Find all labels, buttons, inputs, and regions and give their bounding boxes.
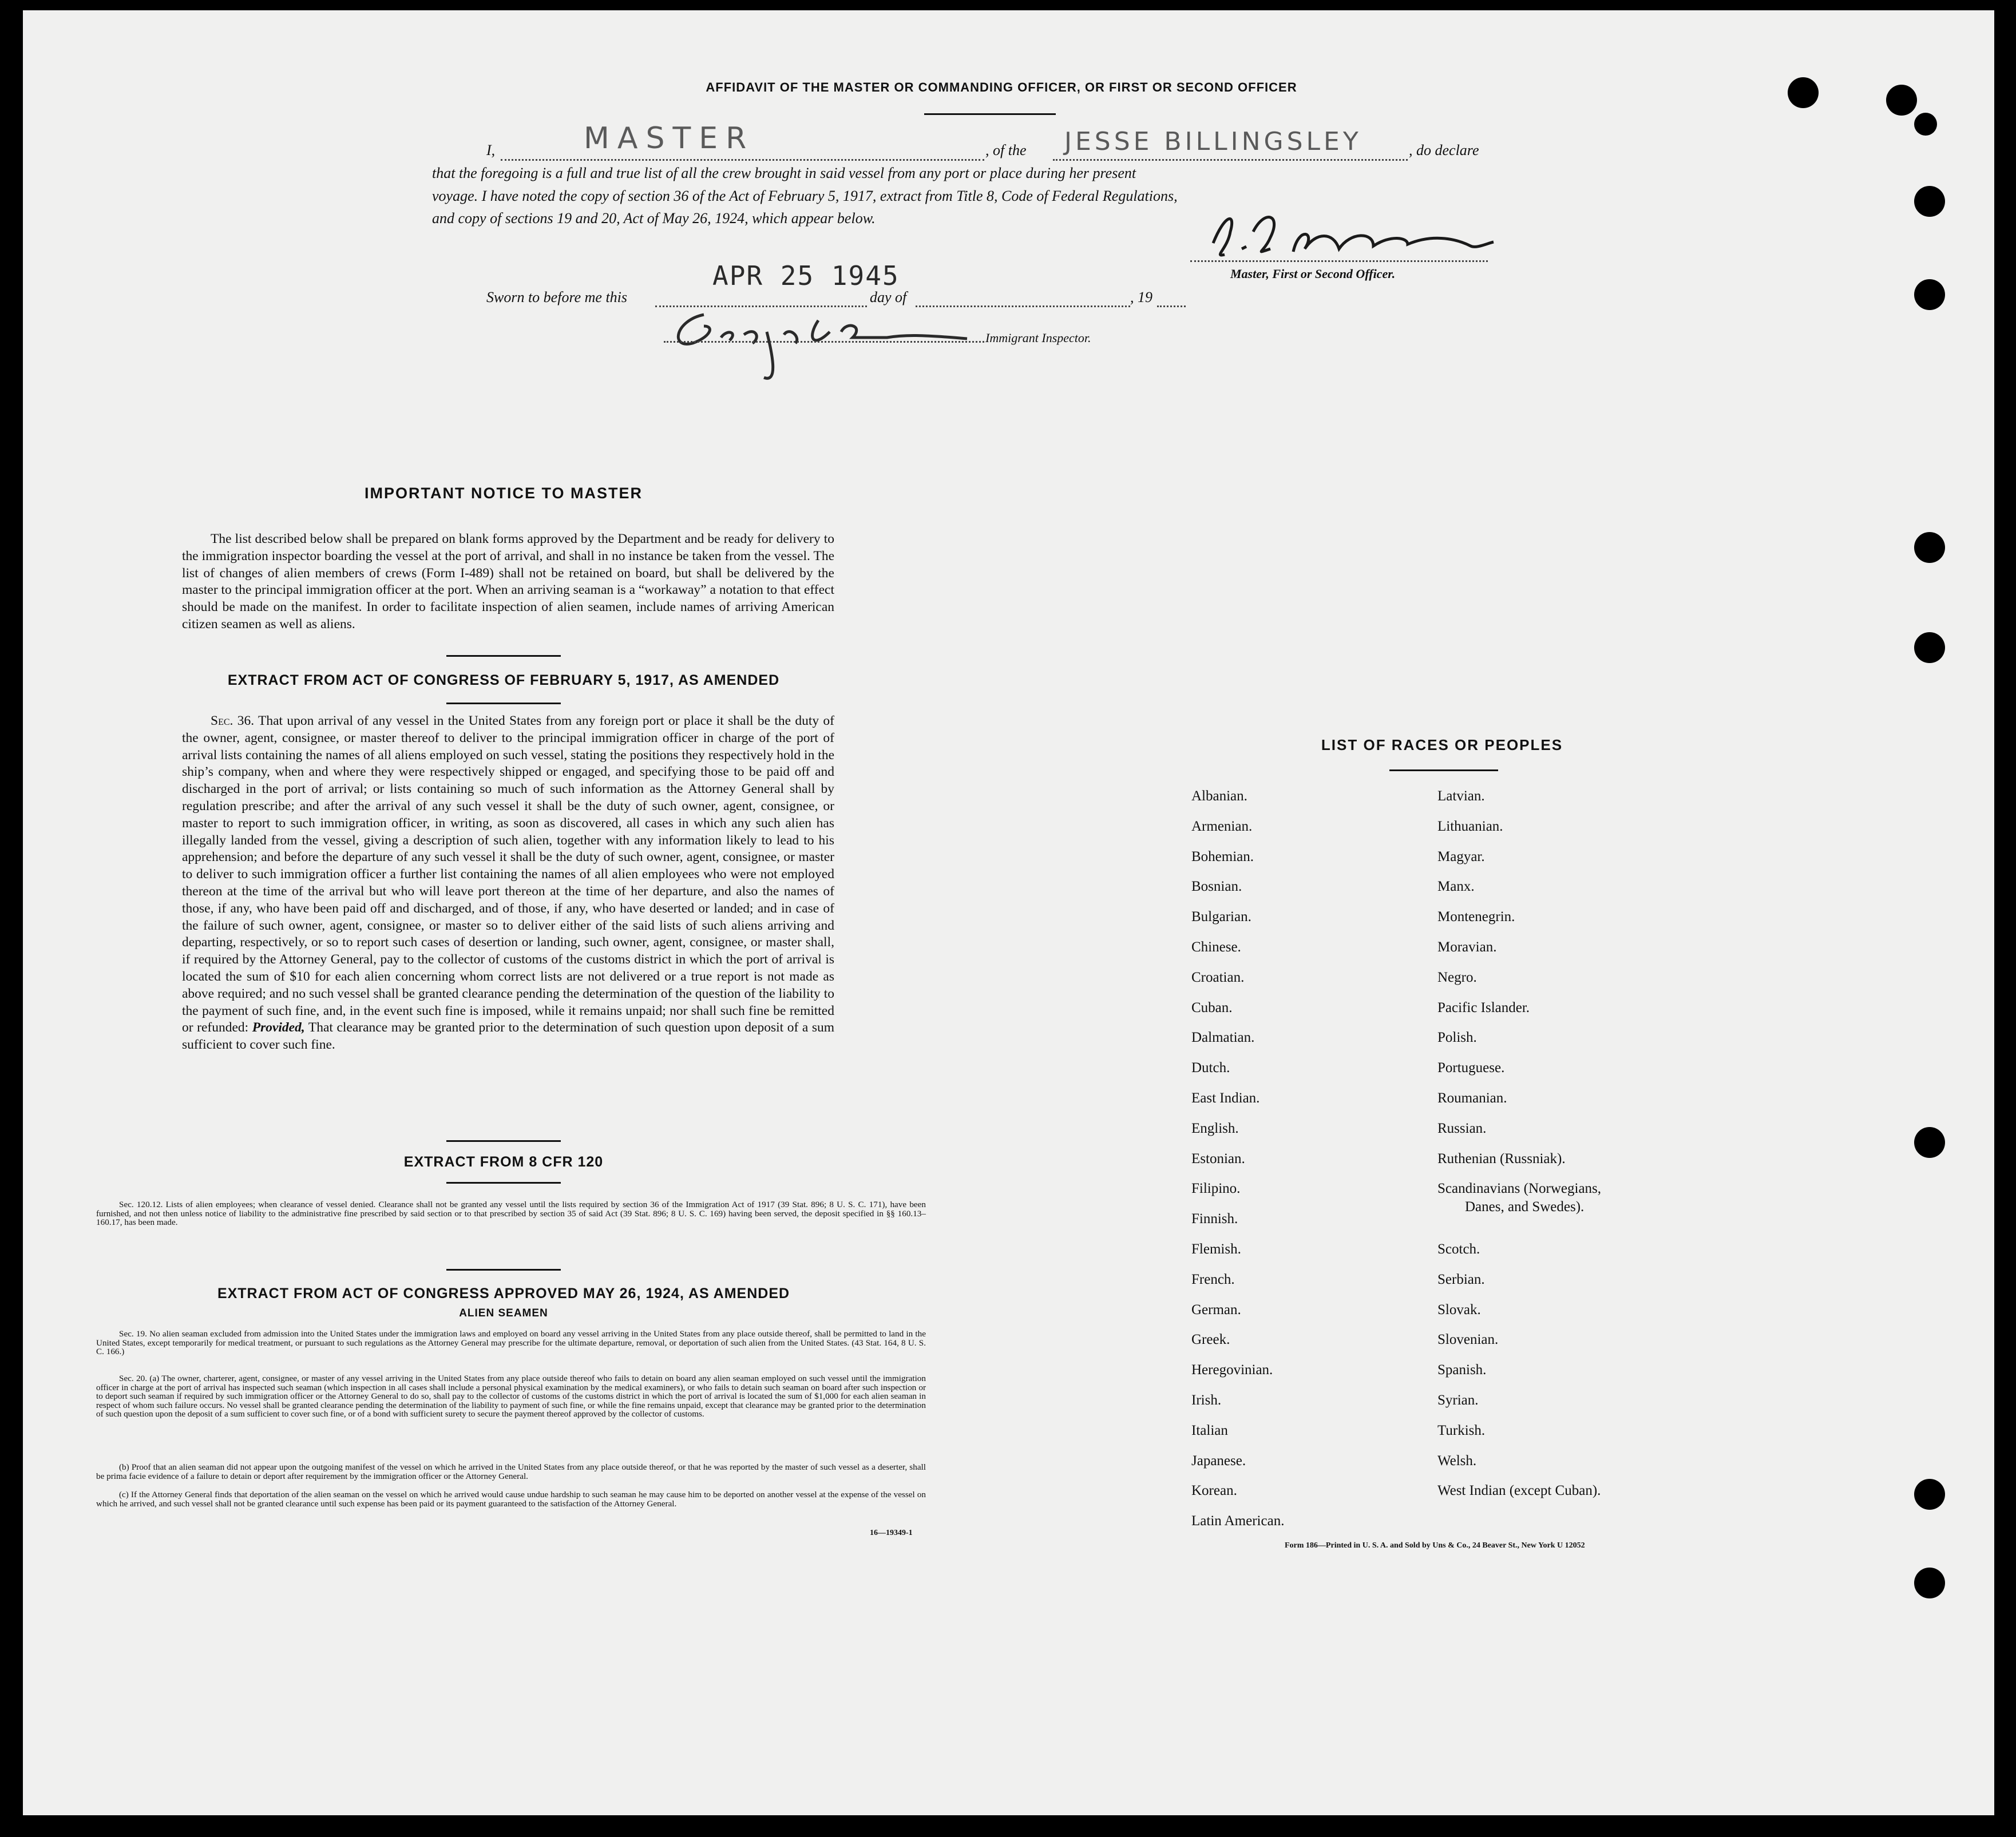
race-item: Flemish. (1191, 1241, 1241, 1257)
notice-body: The list described below shall be prepared on blank forms approved by the Department and be ready for delivery to the immigration inspector boarding the vessel at the port of arrival, and shall in no instance be taken from the vessel. The list of changes of alien members of crews (Form I-489) shall not be retained on board, but shall be delivered by the master to the principal immigration officer at the port. When an arriving seaman is a “workaway” a notation to that effect should be made on the manifest. In order to facilitate inspection of alien seamen, include names of arriving American citizen seamen as well as aliens. (182, 531, 835, 632)
of-the-label: , of the (985, 142, 1027, 158)
punch-hole (1914, 279, 1945, 310)
race-item: Albanian. (1191, 788, 1247, 804)
title-rule (924, 113, 1056, 115)
race-item: Latvian. (1437, 788, 1485, 804)
race-item: Welsh. (1437, 1453, 1477, 1469)
section-rule (446, 1140, 561, 1142)
race-item: Moravian. (1437, 939, 1497, 955)
race-item: Heregovinian. (1191, 1362, 1273, 1378)
inspector-signature-line (664, 327, 984, 343)
master-signature (1202, 209, 1499, 272)
race-item: Lithuanian. (1437, 818, 1503, 834)
race-item: Slovak. (1437, 1302, 1481, 1318)
section-36-label: Sec. 36. (211, 713, 255, 728)
race-item: Bohemian. (1191, 848, 1254, 864)
year-prefix: , 19 (1130, 289, 1152, 305)
race-item: Magyar. (1437, 848, 1485, 864)
punch-hole (1914, 1479, 1945, 1510)
section-36-body: That upon arrival of any vessel in the United States from any foreign port or place it shall be the duty of the owner, agent, consignee, or master thereof to deliver to the principal immigration officer in charge of the port of arrival lists containing the names of all aliens employed on such vessel, stating the positions they respectively hold in the ship’s company, when and where they were respectively shipped or engaged, and specifying those to be paid off and discharged in the port of arrival; or lists containing so much of such information as the Attorney General shall by regulation prescribe; and after the arrival of any such vessel it shall be the duty of such owner, agent, consignee, or master to report to such immigration officer, in writing, as soon as discovered, all cases in which any such alien has illegally landed from the vessel, giving a description of such alien, together with any information likely to lead to his apprehension; and before the departure of any such vessel it shall be the duty of such owner, agent, consignee, or master to deliver to such immigration officer a further list containing the names of all alien employees who were not employed thereon at the time of the arrival but who will leave port thereon at the time of her departure, and also the names of those, if any, who have been paid off and discharged, and of those, if any, who have deserted or landed; and in case of the failure of such owner, agent, consignee, or master so to deliver either of the said lists of such aliens arriving and departing, respectively, or so to report such cases of desertion or landing, such owner, agent, consignee, or master shall, if required by the Attorney General, pay to the collector of customs of the customs district in which the port of arrival is located the sum of $10 for each alien concerning whom correct lists are not delivered or a true report is not made as above required; and no such vessel shall be granted clearance pending the determination of the question of the liability to the payment of such fine, and, in the event such fine is imposed, while it remains unpaid; nor shall such fine be remitted or refunded: (182, 713, 835, 1035)
race-item: French. (1191, 1271, 1235, 1287)
race-item: Slovenian. (1437, 1332, 1499, 1348)
sworn-label: Sworn to before me this (486, 289, 628, 305)
punch-hole (1914, 113, 1937, 136)
do-declare-label: , do declare (1409, 142, 1479, 158)
master-signature-line (1190, 255, 1488, 262)
punch-hole (1914, 1127, 1945, 1158)
race-item: Portuguese. (1437, 1060, 1505, 1076)
race-item: Manx. (1437, 879, 1475, 895)
extract-1917-title: EXTRACT FROM ACT OF CONGRESS OF FEBRUARY 5, 1917, AS AMENDED (227, 672, 780, 688)
punch-hole (1914, 1568, 1945, 1598)
race-item: Negro. (1437, 969, 1477, 985)
race-item: Estonian. (1191, 1150, 1245, 1167)
punch-hole (1914, 632, 1945, 663)
alien-seamen-subtitle: ALIEN SEAMEN (459, 1307, 548, 1319)
provided-label: Provided, (252, 1020, 305, 1035)
handwritten-vessel-name: JESSE BILLINGSLEY (1064, 127, 1362, 156)
race-item: Latin American. (1191, 1513, 1285, 1529)
section-rule (446, 1269, 561, 1271)
race-item: Cuban. (1191, 999, 1233, 1015)
race-item: Finnish. (1191, 1211, 1238, 1227)
race-item: Irish. (1191, 1392, 1222, 1408)
inspector-caption: Immigrant Inspector. (985, 331, 1091, 345)
race-item: Dalmatian. (1191, 1030, 1255, 1046)
race-item: German. (1191, 1302, 1241, 1318)
affidavit-i-label: I, (486, 142, 496, 158)
race-item: Armenian. (1191, 818, 1253, 834)
race-item: Pacific Islander. (1437, 999, 1530, 1015)
race-item: Dutch. (1191, 1060, 1230, 1076)
notice-title: IMPORTANT NOTICE TO MASTER (365, 485, 643, 502)
affidavit-line: and copy of sections 19 and 20, Act of May 26, 1924, which appear below. (432, 210, 876, 227)
handwritten-title: MASTER (584, 121, 755, 156)
section-20b-text: (b) Proof that an alien seaman did not appear upon the outgoing manifest of the vessel on which he arrived in the United States from any place outside thereof, or that he was reported by the master of such vessel as a deserter, shall be prima facie evidence of a failure to detain or deport after requirement by the immigration officer or the Attorney General. (96, 1462, 926, 1481)
race-item: Filipino. (1191, 1181, 1241, 1197)
punch-hole (1914, 186, 1945, 217)
section-19-text: Sec. 19. No alien seaman excluded from admission into the United States under the immigration laws and employed on board any vessel arriving in the United States from any place outside thereof, shall be permitted to land in the United States, except temporarily for medical treatment, or pursuant to such regulations as the Attorney General may prescribe for the ultimate departure, removal, or deportation of such alien from the United States. (43 Stat. 164, 8 U. S. C. 166.) (96, 1329, 926, 1357)
year-blank (1157, 291, 1186, 307)
section-20c-text: (c) If the Attorney General finds that deportation of the alien seaman on the vessel on which he arrived would cause undue hardship to such seaman he may cause him to be deported on another vessel at the expense of the vessel on which he arrived, and such vessel shall not be granted clearance until such expense has been paid or its payment guaranteed to the satisfaction of the Attorney General. (96, 1490, 926, 1509)
race-item: Korean. (1191, 1483, 1237, 1499)
race-item: Chinese. (1191, 939, 1241, 955)
race-item: Italian (1191, 1422, 1228, 1438)
race-item: Scandinavians (Norwegians, (1437, 1181, 1602, 1197)
inspector-signature (658, 303, 979, 389)
race-item: English. (1191, 1120, 1239, 1136)
master-caption: Master, First or Second Officer. (1230, 267, 1396, 281)
race-item: Japanese. (1191, 1453, 1246, 1469)
punch-hole (1914, 532, 1945, 563)
extract-cfr-title: EXTRACT FROM 8 CFR 120 (403, 1154, 604, 1170)
race-item: Danes, and Swedes). (1465, 1199, 1585, 1215)
race-item: Serbian. (1437, 1271, 1485, 1287)
day-of-label: day of (870, 289, 907, 305)
race-item: Turkish. (1437, 1422, 1486, 1438)
race-item: Scotch. (1437, 1241, 1480, 1257)
race-item: Ruthenian (Russniak). (1437, 1150, 1566, 1167)
race-item: Croatian. (1191, 969, 1245, 985)
extract-1924-title: EXTRACT FROM ACT OF CONGRESS APPROVED MAY 26, 1924, AS AMENDED (217, 1285, 790, 1302)
form-code: 16—19349-1 (870, 1529, 913, 1537)
printer-footer: Form 186—Printed in U. S. A. and Sold by Uns & Co., 24 Beaver St., New York U 12052 (1285, 1541, 1585, 1550)
race-item: Polish. (1437, 1030, 1477, 1046)
affidavit-title: AFFIDAVIT OF THE MASTER OR COMMANDING OFFICER, OR FIRST OR SECOND OFFICER (706, 80, 1297, 94)
races-title: LIST OF RACES OR PEOPLES (1321, 736, 1563, 753)
race-item: Bosnian. (1191, 879, 1242, 895)
section-rule (446, 655, 561, 657)
race-item: Bulgarian. (1191, 909, 1251, 925)
affidavit-line: that the foregoing is a full and true list of all the crew brought in said vessel from any port or place during her present (432, 165, 1136, 181)
received-date-stamp: APR 25 1945 (712, 260, 900, 291)
race-item: Syrian. (1437, 1392, 1479, 1408)
section-36-text (182, 713, 834, 1054)
race-item: Roumanian. (1437, 1090, 1507, 1106)
punch-hole (1886, 85, 1917, 116)
race-item: Montenegrin. (1437, 909, 1515, 925)
race-item: Russian. (1437, 1120, 1487, 1136)
section-20a-text: Sec. 20. (a) The owner, charterer, agent, consignee, or master of any vessel arriving in the United States from any place outside thereof who fails to detain on board any alien seaman employed on such vessel until the immigration officer in charge at the port of arrival has inspected such seaman (which inspection in all cases shall include a personal physical examination by the medical examiners), or who fails to detain such seaman on board after such inspection or to deport such seaman if required by such immigration officer or the Attorney General to do so, shall pay to the collector of customs of the customs district in which the port of arrival is located the sum of $1,000 for each alien seaman in respect of whom such failure occurs. No vessel shall be granted clearance pending the determination of the liability to payment of such fine, or while the fine remains unpaid, except that clearance may be granted prior to the determination of such question upon the deposit of a sum sufficient to cover such fine, or of a bond with sufficient surety to secure the payment thereof approved by the collector of customs. (96, 1374, 926, 1419)
race-item: Spanish. (1437, 1362, 1487, 1378)
punch-hole (1788, 77, 1819, 108)
race-item: East Indian. (1191, 1090, 1260, 1106)
provided-text: That clearance may be granted prior to the determination of such question upon deposit of a sum sufficient to cover such fine. (182, 1020, 834, 1053)
races-title-rule (1389, 769, 1498, 771)
section-rule (446, 1182, 561, 1184)
race-item: Greek. (1191, 1332, 1230, 1348)
cfr-body: Sec. 120.12. Lists of alien employees; when clearance of vessel denied. Clearance shall not be granted any vessel until the lists required by section 36 of the Immigration Act of 1917 (39 Stat. 896; 8 U. S. C. 171), have been furnished, and not then unless notice of liability to the administrative fine prescribed by said section or to that prescribed by section 35 of said Act (39 Stat. 896; 8 U. S. C. 169) having been served, the deposit specified in §§ 160.13–160.17, has been made. (96, 1200, 926, 1228)
race-item: West Indian (except Cuban). (1437, 1483, 1601, 1499)
affidavit-line: voyage. I have noted the copy of section 36 of the Act of February 5, 1917, extract from Title 8, Code of Federal Regulations, (432, 188, 1178, 204)
section-rule (446, 703, 561, 704)
